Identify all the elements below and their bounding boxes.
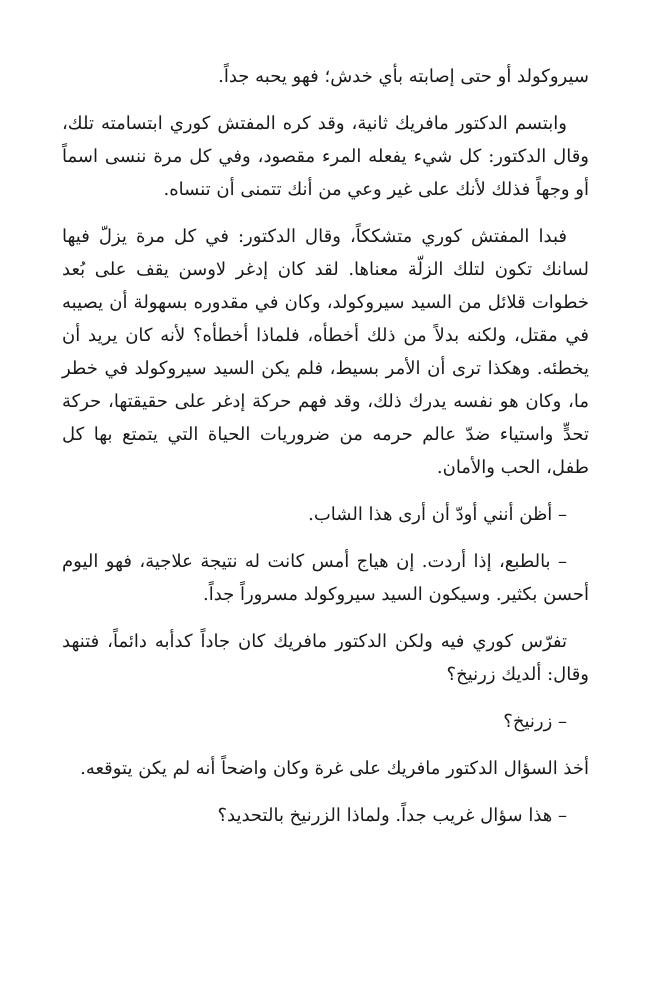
dialogue-line-4: – هذا سؤال غريب جداً. ولماذا الزرنيخ بالتحديد؟ [217,805,567,826]
dialogue-line-2: – بالطبع، إذا أردت. إن هياج أمس كانت له نتيجة علاجية، فهو اليوم أحسن بكثير. وسيكون السيد سيروكولد مسروراً جداً. [62,551,589,605]
dialogue-line-1: – أظن أنني أودّ أن أرى هذا الشاب. [308,504,567,525]
paragraph-1: سيروكولد أو حتى إصابته بأي خدش؛ فهو يحبه جداً. [218,66,589,87]
paragraph-5: أخذ السؤال الدكتور مافريك على غرة وكان واضحاً أنه لم يكن يتوقعه. [80,758,589,779]
paragraph-3: فبدا المفتش كوري متشككاً، وقال الدكتور: في كل مرة يزلّ فيها لسانك تكون لتلك الزلّة معناها. لقد كان إدغر لاوسن يقف على بُعد خطوات قلائل من السيد سيروكولد، وكان في مقدوره بسهولة أن يصيبه في مقتل، ولكنه بدلاً من ذلك أخطأه، فلماذا أخطأه؟ لأنه كان يريد أن يخطئه. وهكذا ترى أن الأمر بسيط، فلم يكن السيد سيروكولد في خطر ما، وكان هو نفسه يدرك ذلك، وقد فهم حركة إدغر على حقيقتها، حركة تحدٍّ واستياء ضدّ عالم حرمه من ضروريات الحياة التي يتمتع بها كل طفل، الحب والأمان. [62,226,589,478]
book-page [62,60,589,846]
paragraph-4: تفرّس كوري فيه ولكن الدكتور مافريك كان جاداً كدأبه دائماً، فتنهد وقال: ألديك زرنيخ؟ [62,631,589,685]
dialogue-line-3: – زرنيخ؟ [503,711,567,732]
paragraph-2: وابتسم الدكتور مافريك ثانية، وقد كره المفتش كوري ابتسامته تلك، وقال الدكتور: كل شيء يفعله المرء مقصود، وفي كل مرة ننسى اسماً أو وجهاً فذلك لأنك على غير وعي من أنك تتمنى أن تنساه. [62,113,589,200]
